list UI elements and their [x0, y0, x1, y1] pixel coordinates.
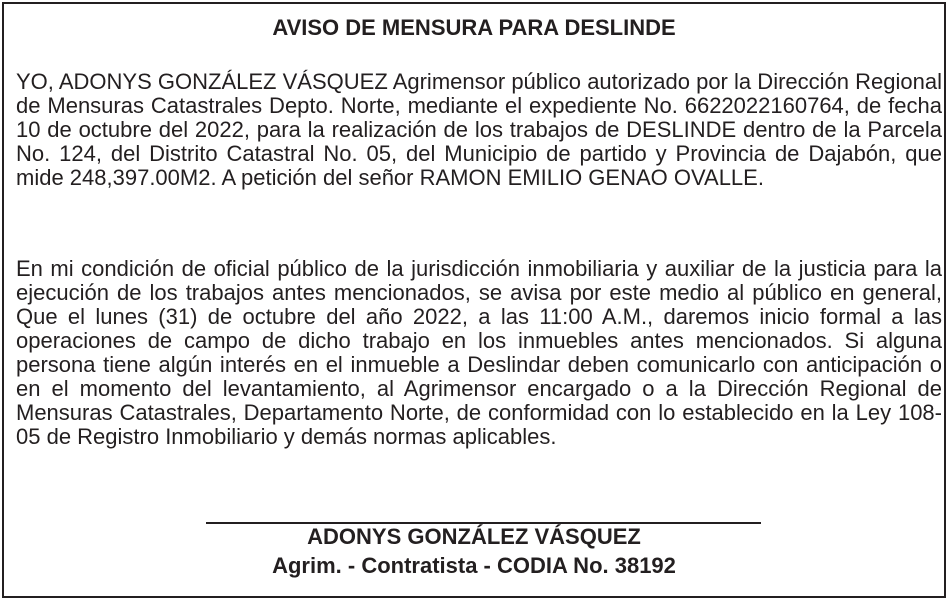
signature-title: Agrim. - Contratista - CODIA No. 38192: [272, 553, 676, 578]
signature-name: ADONYS GONZÁLEZ VÁSQUEZ: [307, 524, 641, 549]
paragraph-surveyor-statement: YO, ADONYS GONZÁLEZ VÁSQUEZ Agrimensor público autorizado por la Dirección Regional de Mensuras Catastrales Depto. Norte, mediante el expediente No. 6622022160764, de fecha 10 de octubre del 2022, para la realización de los trabajos de DESLINDE dentro de la Parcela No. 124, del Distrito Catastral No. 05, del Municipio de partido y Provincia de Dajabón, que mide 248,397.00M2. A petición del señor RAMON EMILIO GENAO OVALLE.: [16, 69, 942, 190]
paragraph-public-notice: En mi condición de oficial público de la jurisdicción inmobiliaria y auxiliar de la justicia para la ejecución de los trabajos antes mencionados, se avisa por este medio al público en general, Que el lunes (31) de octubre del año 2022, a las 11:00 A.M., daremos inicio formal a las operaciones de campo de dicho trabajo en los inmuebles antes mencionados. Si alguna persona tiene algún interés en el inmueble a Deslindar deben comunicarlo con anticipación o en el momento del levantamiento, al Agrimensor encargado o a la Dirección Regional de Mensuras Catastrales, Departamento Norte, de conformidad con lo establecido en la Ley 108-05 de Registro Inmobiliario y demás normas aplicables.: [16, 256, 942, 449]
notice-box: [2, 2, 946, 598]
notice-title: AVISO DE MENSURA PARA DESLINDE: [272, 15, 676, 40]
